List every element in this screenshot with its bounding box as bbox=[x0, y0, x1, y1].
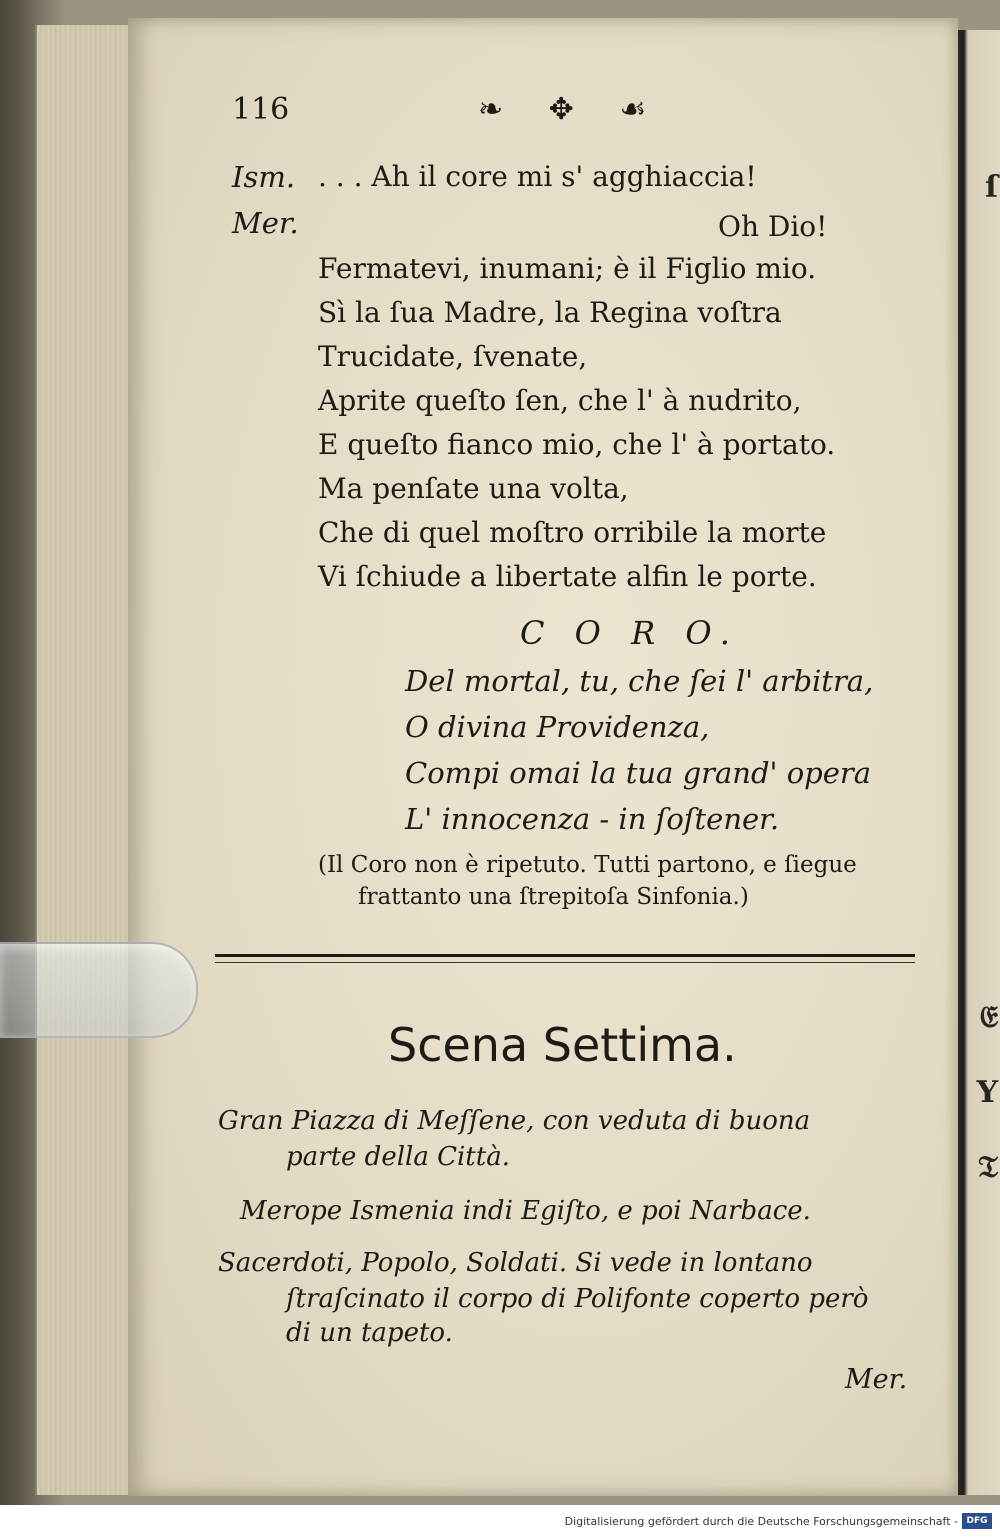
scene-title: Scena Settima. bbox=[388, 1018, 737, 1072]
verse-line: Oh Dio! bbox=[718, 210, 828, 243]
verse-line: . . . Ah il core mi s' agghiaccia! bbox=[318, 160, 757, 193]
coro-line: Compi omai la tua grand' opera bbox=[405, 756, 872, 790]
verse-line: Aprite queſto ſen, che l' à nudrito, bbox=[318, 384, 802, 417]
setting-line: parte della Città. bbox=[286, 1142, 510, 1172]
setting-line: di un tapeto. bbox=[286, 1318, 453, 1348]
speaker-merope: Mer. bbox=[232, 206, 299, 240]
verse-line: E queſto fianco mio, che l' à portato. bbox=[318, 428, 836, 461]
verse-line: Ma penſate una volta, bbox=[318, 472, 629, 505]
dfg-logo: DFG bbox=[962, 1513, 992, 1529]
stage-direction: (Il Coro non è ripetuto. Tutti partono, e ſiegue bbox=[318, 852, 857, 878]
header-ornament: ❧ ✥ ☙ bbox=[478, 92, 665, 127]
verse-line: Che di quel moſtro orribile la morte bbox=[318, 516, 827, 549]
digitization-footer bbox=[0, 1505, 1000, 1537]
verse-line: Fermatevi, inumani; è il Figlio mio. bbox=[318, 252, 817, 285]
setting-line: Merope Ismenia indi Egiſto, e poi Narbace. bbox=[240, 1196, 811, 1226]
coro-heading: C O R O. bbox=[520, 614, 740, 652]
facing-page-fragment: ſ bbox=[985, 170, 998, 205]
section-rule-thin bbox=[215, 962, 915, 963]
page-number: 116 bbox=[232, 92, 290, 127]
verse-line: Sì la ſua Madre, la Regina voſtra bbox=[318, 296, 782, 329]
verse-line: Trucidate, ſvenate, bbox=[318, 340, 588, 373]
page-weight-clip bbox=[0, 942, 198, 1038]
facing-page-fragment: Y bbox=[976, 1075, 998, 1110]
coro-line: O divina Providenza, bbox=[405, 710, 710, 744]
catchword: Mer. bbox=[845, 1364, 908, 1395]
coro-line: Del mortal, tu, che ſei l' arbitra, bbox=[405, 664, 874, 698]
setting-line: Sacerdoti, Popolo, Soldati. Si vede in lontano bbox=[218, 1248, 813, 1278]
coro-line: L' innocenza - in ſoſtener. bbox=[405, 802, 780, 836]
facing-page-fragment: 𝔈 bbox=[979, 1000, 998, 1035]
setting-line: Gran Piazza di Meſſene, con veduta di buona bbox=[218, 1106, 811, 1136]
section-rule bbox=[215, 954, 915, 957]
stage-direction: frattanto una ſtrepitoſa Sinfonia.) bbox=[358, 884, 749, 910]
speaker-ismenia: Ism. bbox=[232, 160, 296, 194]
page-stack-edges bbox=[35, 25, 132, 1495]
verse-line: Vi ſchiude a libertate alfin le porte. bbox=[318, 560, 817, 593]
footer-credit: Digitalisierung gefördert durch die Deutsche Forschungsgemeinschaft - bbox=[564, 1515, 958, 1528]
facing-page-fragment: 𝔗 bbox=[978, 1150, 998, 1185]
setting-line: ſtraſcinato il corpo di Polifonte coperto però bbox=[286, 1284, 869, 1314]
facing-page-edge bbox=[958, 30, 1000, 1495]
